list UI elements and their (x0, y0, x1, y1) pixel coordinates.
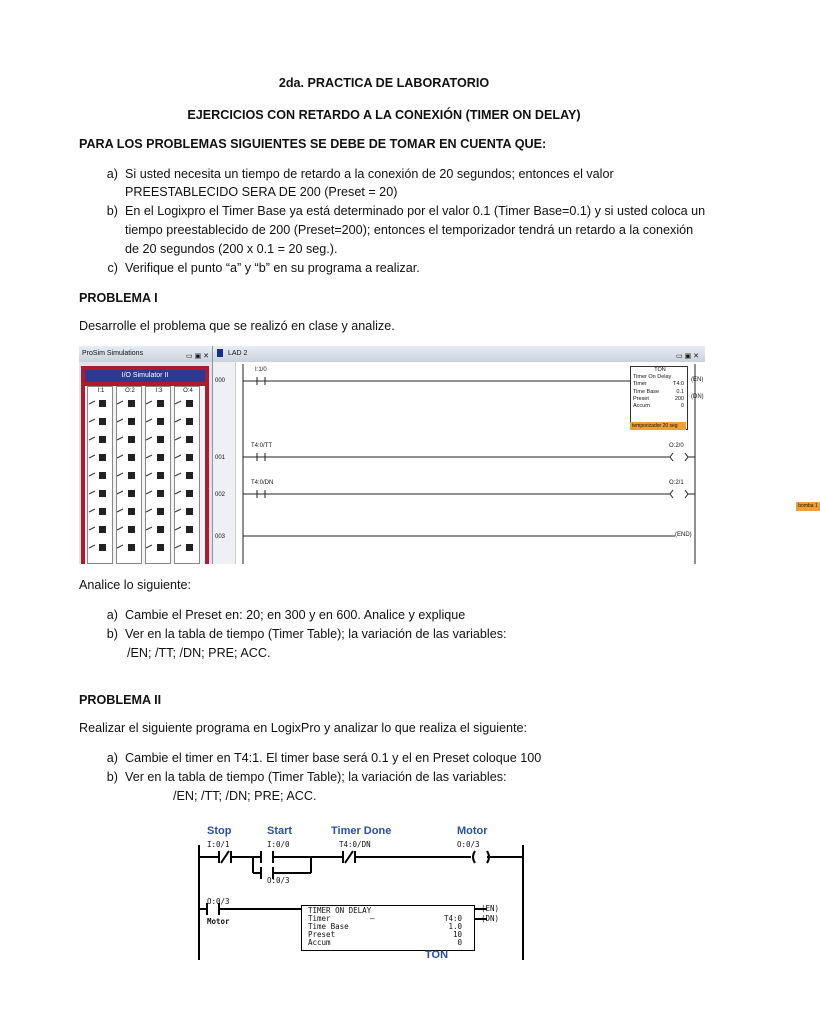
ton-en-coil: (EN) (691, 377, 704, 383)
logixpro-screenshot (79, 346, 818, 564)
io-column-i3: I:3 (145, 386, 171, 564)
problem2-text: Realizar el siguiente programa en LogixPro y analizar lo que realiza el siguiente: (79, 721, 528, 735)
window-controls-icon: ▭ ▣ ✕ (186, 353, 209, 360)
end-rung: (END) (675, 532, 692, 538)
io-switch-grid-icon (85, 386, 205, 564)
problem1-text: Desarrolle el problema que se realizó en clase y analize. (79, 319, 395, 333)
io-column-o4: O:4 (174, 386, 200, 564)
ton-name: Timer On Delay (633, 374, 672, 381)
ton2-dn-coil: (DN) (481, 914, 500, 923)
rung-number-000: 000 (215, 378, 226, 384)
header-start: Start (267, 825, 293, 837)
io-simulator-panel (81, 366, 209, 564)
ton-comment: temporizador 20 seg (630, 422, 686, 430)
rung-number-002: 002 (215, 492, 226, 498)
io-grid (85, 386, 205, 564)
header-motor: Motor (457, 825, 488, 837)
output-label-o2-1: O:2/1 (669, 480, 684, 486)
rung-number-001: 001 (215, 455, 226, 461)
ton-row-timebase: Time Base 0.1 (633, 388, 684, 395)
header-timer-done: Timer Done (331, 825, 392, 837)
contact-label-t4-tt: T4:0/TT (251, 443, 273, 449)
ton2-row-timebase: Time Base 1.0 (308, 922, 462, 931)
ton2-label: TON (425, 949, 449, 961)
io-column-o2: O:2 (116, 386, 142, 564)
ladder-window-controls-icon: ▭ ▣ ✕ (676, 353, 699, 360)
ton-row-preset: Preset 200 (633, 395, 684, 402)
ton2-row-accum: Accum 0 (308, 938, 462, 947)
output-label-o2-0: O:2/0 (669, 443, 684, 449)
simulator-titlebar (79, 346, 212, 362)
addr-stop: I:0/1 (207, 840, 230, 849)
io-column-i1: I:1 (87, 386, 113, 564)
ton2-row-timer: Timer – T4:0 (308, 914, 462, 923)
ton-row-accum: Accum 0 (633, 403, 684, 410)
addr-timer-done: T4:0/DN (339, 840, 371, 849)
ladder-diagram-2 (191, 823, 531, 960)
page-subtitle: EJERCICIOS CON RETARDO A LA CONEXIÓN (TIMER ON DELAY) (187, 108, 581, 122)
intro-heading: PARA LOS PROBLEMAS SIGUIENTES SE DEBE DE TOMAR EN CUENTA QUE: (79, 137, 547, 151)
ton-title: TON (654, 367, 666, 373)
simulator-title: ProSim Simulations (82, 350, 144, 357)
ladder-title: LAD 2 (227, 350, 248, 357)
ton-instruction-box-2 (301, 905, 475, 951)
ton2-en-coil: (EN) (481, 904, 500, 913)
problem2-heading: PROBLEMA II (79, 693, 162, 707)
ton-instruction-box (630, 366, 688, 430)
contact-label-t4-dn: T4:0/DN (251, 480, 274, 486)
motor-label: Motor (207, 917, 230, 926)
ton-row-timer: Timer T4:0 (633, 381, 684, 388)
ladder-window (213, 346, 818, 564)
header-stop: Stop (207, 825, 232, 837)
problem1-heading: PROBLEMA I (79, 291, 158, 305)
page-title: 2da. PRACTICA DE LABORATORIO (278, 76, 490, 90)
bomba-comment: bomba 1 (796, 502, 820, 511)
analyze-heading: Analice lo siguiente: (79, 578, 192, 592)
contact-label-i1-0: I:1/0 (255, 367, 267, 373)
simulator-window (79, 346, 213, 564)
addr-motor-contact: O:0/3 (207, 897, 230, 906)
ton2-title: TIMER ON DELAY (308, 906, 372, 915)
addr-motor-coil: O:0/3 (457, 840, 480, 849)
rung-number-003: 003 (215, 534, 226, 540)
ton-dn-coil: (DN) (691, 394, 704, 400)
addr-start: I:0/0 (267, 840, 290, 849)
ton2-row-preset: Preset 10 (308, 930, 462, 939)
io-simulator-header: I/O Simulator II (85, 370, 205, 382)
addr-seal-in: O:0/3 (267, 876, 290, 885)
